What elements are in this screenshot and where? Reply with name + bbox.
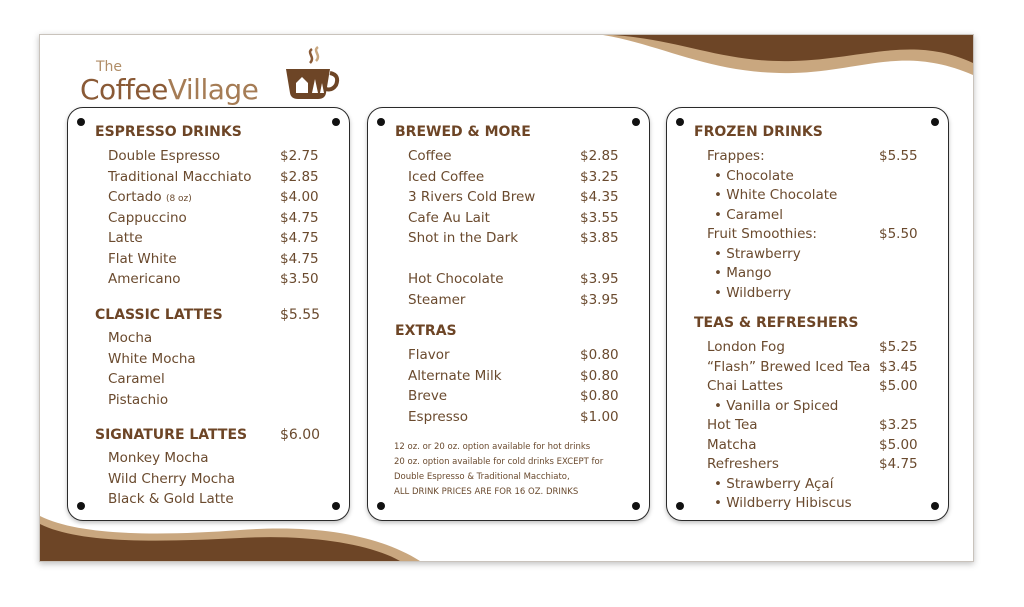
- menu-item: Flat White $4.75: [108, 250, 319, 267]
- menu-option: • Strawberry Açaí: [714, 475, 834, 492]
- panel-screw: [377, 502, 385, 510]
- menu-item: White Mocha: [108, 350, 196, 367]
- menu-item: Breve $0.80: [408, 388, 619, 404]
- coffee-cup-village-icon: [282, 45, 342, 101]
- menu-item: Steamer $3.95: [408, 291, 619, 308]
- panel-frozen-teas: [666, 107, 949, 521]
- menu-item: Cortado (8 oz) $4.00: [108, 189, 319, 205]
- menu-option: • Mango: [714, 265, 772, 281]
- menu-item: Mocha: [108, 330, 153, 346]
- panel-screw: [632, 502, 640, 510]
- section-title-signature-lattes: SIGNATURE LATTES: [95, 427, 248, 443]
- panel-screw: [931, 502, 939, 510]
- menu-item: Shot in the Dark $3.85: [408, 230, 619, 246]
- logo: [80, 45, 350, 105]
- menu-item: Wild Cherry Mocha: [108, 470, 236, 487]
- classic-lattes-price: $5.55: [280, 307, 321, 323]
- panel-screw: [77, 502, 85, 510]
- top-wave-decoration: [603, 35, 973, 105]
- menu-option: • Caramel: [714, 206, 783, 223]
- menu-item: Flavor $0.80: [408, 347, 619, 363]
- menu-item: Refreshers $4.75: [707, 456, 918, 472]
- menu-item: Espresso $1.00: [408, 408, 619, 425]
- menu-item: Cappuccino $4.75: [108, 209, 319, 226]
- menu-item: Fruit Smoothies: $5.50: [707, 226, 918, 242]
- menu-item: London Fog $5.25: [707, 339, 918, 355]
- logo-name-village: Village: [167, 73, 259, 106]
- section-title-brewed: BREWED & MORE: [395, 124, 531, 140]
- note-line: ALL DRINK PRICES ARE FOR 16 OZ. DRINKS: [394, 487, 579, 497]
- panel-screw: [931, 118, 939, 126]
- menu-item: “Flash” Brewed Iced Tea $3.45: [707, 358, 918, 375]
- menu-item: Iced Coffee $3.25: [408, 168, 619, 185]
- note-line: 20 oz. option available for cold drinks EXCEPT for: [394, 457, 604, 467]
- panel-screw: [632, 118, 640, 126]
- logo-name: [80, 73, 258, 106]
- menu-item: Americano $3.50: [108, 271, 319, 287]
- signature-lattes-price: $6.00: [280, 427, 321, 443]
- note-line: Double Espresso & Traditional Macchiato,: [394, 472, 570, 482]
- menu-item: 3 Rivers Cold Brew $4.35: [408, 189, 619, 205]
- menu-item: Matcha $5.00: [707, 436, 918, 453]
- menu-item: Chai Lattes $5.00: [707, 378, 918, 394]
- bottom-wave-decoration: [40, 516, 420, 561]
- menu-item: Monkey Mocha: [108, 450, 209, 466]
- menu-item: Pistachio: [108, 391, 169, 408]
- section-title-espresso: ESPRESSO DRINKS: [95, 124, 242, 140]
- menu-option: • Vanilla or Spiced: [714, 397, 839, 414]
- panel-espresso-lattes: [67, 107, 350, 521]
- menu-item: Alternate Milk $0.80: [408, 367, 619, 384]
- panel-brewed-extras: [367, 107, 650, 521]
- section-title-teas: TEAS & REFRESHERS: [694, 315, 859, 331]
- section-title-frozen: FROZEN DRINKS: [694, 124, 823, 140]
- menu-item: Double Espresso $2.75: [108, 148, 319, 164]
- panel-screw: [377, 118, 385, 126]
- menu-item: Hot Chocolate $3.95: [408, 271, 619, 287]
- menu-option: • Strawberry: [714, 245, 801, 262]
- menu-item: Cafe Au Lait $3.55: [408, 209, 619, 226]
- menu-item: Caramel: [108, 371, 165, 387]
- panel-screw: [332, 118, 340, 126]
- menu-option: • Wildberry Hibiscus: [714, 495, 852, 511]
- menu-item: Traditional Macchiato $2.85: [108, 168, 319, 185]
- section-title-extras: EXTRAS: [395, 323, 457, 339]
- menu-item: Latte $4.75: [108, 230, 319, 246]
- logo-the: The: [96, 59, 123, 75]
- menu-item: Coffee $2.85: [408, 148, 619, 164]
- note-line: 12 oz. or 20 oz. option available for hot drinks: [394, 442, 591, 452]
- section-title-classic-lattes: CLASSIC LATTES: [95, 307, 223, 323]
- menu-item: Frappes: $5.55: [707, 148, 918, 164]
- menu-board: [39, 34, 974, 562]
- panel-screw: [676, 118, 684, 126]
- menu-option: • Wildberry: [714, 284, 792, 301]
- panel-screw: [676, 502, 684, 510]
- logo-name-coffee: Coffee: [80, 73, 168, 106]
- panel-screw: [332, 502, 340, 510]
- menu-option: • White Chocolate: [714, 187, 838, 203]
- menu-item: Black & Gold Latte: [108, 491, 234, 507]
- panel-screw: [77, 118, 85, 126]
- menu-option: • Chocolate: [714, 167, 794, 184]
- menu-item: Hot Tea $3.25: [707, 417, 918, 433]
